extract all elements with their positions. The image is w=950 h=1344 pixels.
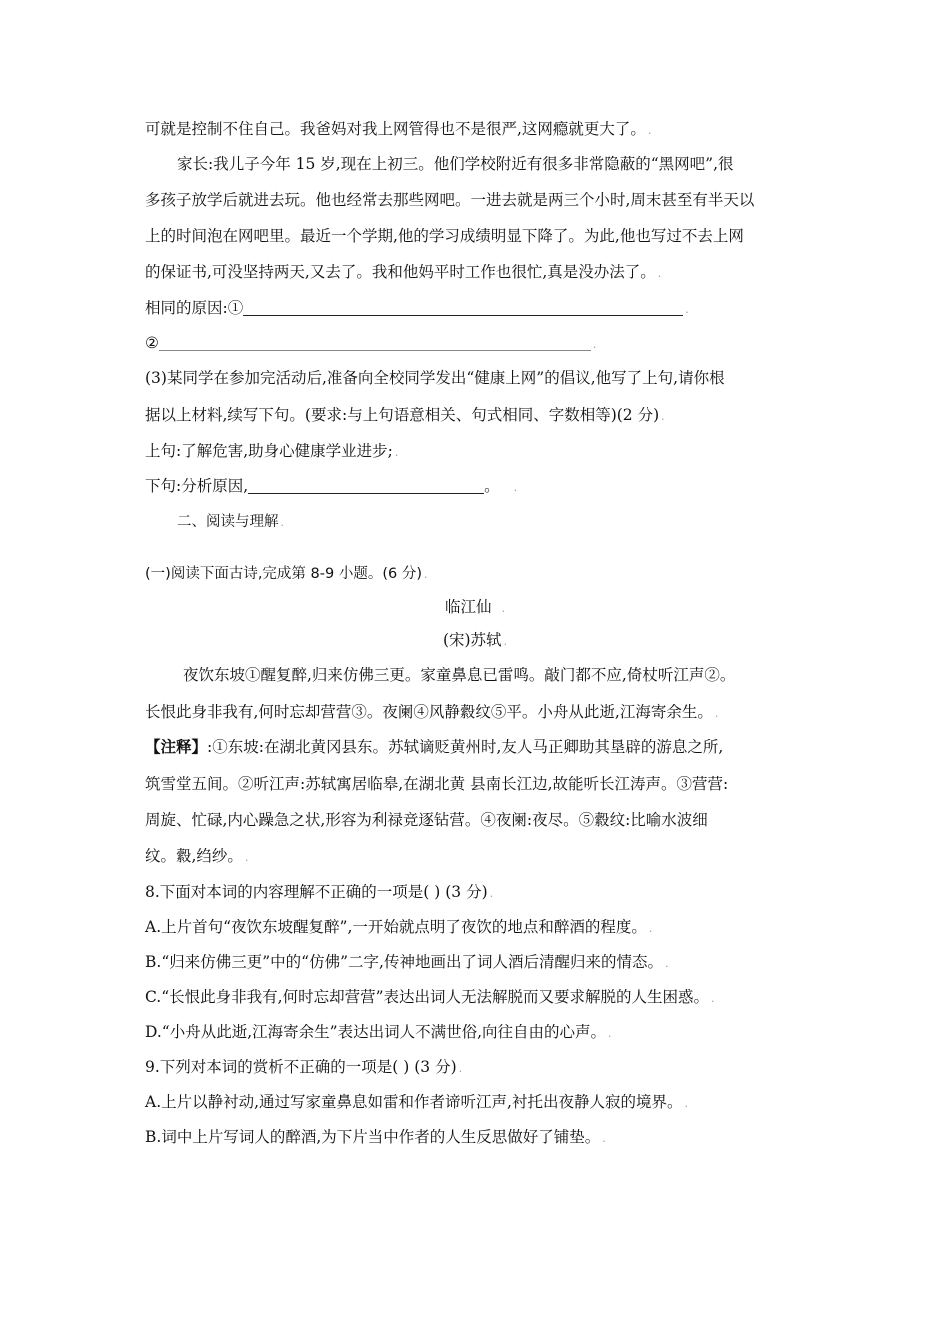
answer-blank-1[interactable] [243, 301, 683, 316]
annotation-line-1: 【注释】:①东坡:在湖北黄冈县东。苏轼谪贬黄州时,友人马正卿助其垦辟的游息之所, [145, 737, 724, 756]
part-1-instructions: (一)阅读下面古诗,完成第 8-9 小题。(6 分) . [145, 566, 428, 582]
parent-statement-line-2: 多孩子放学后就进去玩。他也经常去那些网吧。一进去就是两三个小时,周末甚至有半天以 [145, 191, 755, 209]
lower-sentence: 下句:分析原因, 。 . [145, 477, 518, 495]
parent-statement-line-4: 的保证书,可没坚持两天,又去了。我和他妈平时工作也很忙,真是没办法了。 . [145, 263, 662, 281]
annotation-line-3: 周旋、忙碌,内心躁急之状,形容为利禄竞逐钻营。④夜阑:夜尽。⑤縠纹:比喻水波细 [145, 811, 708, 829]
question-8-option-a[interactable]: A.上片首句“夜饮东坡醒复醉”,一开始就点明了夜饮的地点和醉酒的程度。 . [145, 918, 653, 936]
question-8: 8.下面对本词的内容理解不正确的一项是( ) (3 分) . [145, 883, 494, 901]
answer-blank-3[interactable] [248, 479, 484, 494]
parent-statement-line-3: 上的时间泡在网吧里。最近一个学期,他的学习成绩明显下降了。为此,他也写过不去上网 [145, 227, 744, 245]
annotation-line-4: 纹。縠,绉纱。 . [145, 847, 249, 865]
question-8-option-c[interactable]: C.“长恨此身非我有,何时忘却营营”表达出词人无法解脱而又要求解脱的人生困惑。 . [145, 988, 715, 1006]
question-9: 9.下列对本词的赏析不正确的一项是( ) (3 分) . [145, 1058, 463, 1076]
question-9-option-b[interactable]: B.词中上片写词人的醉酒,为下片当中作者的人生反思做好了铺垫。 . [145, 1128, 606, 1146]
annotation-line-2: 筑雪堂五间。②听江声:苏轼寓居临皋,在湖北黄 县南长江边,故能听长江涛声。③营营: [145, 775, 729, 793]
question-9-option-a[interactable]: A.上片以静衬动,通过写家童鼻息如雷和作者谛听江声,衬托出夜静人寂的境界。 . [145, 1093, 688, 1111]
poem-line-1: 夜饮东坡①醒复醉,归来仿佛三更。家童鼻息已雷鸣。敲门都不应,倚杖听江声②。 [183, 666, 736, 684]
annotation-label: 【注释】 [145, 737, 208, 756]
poem-author: (宋)苏轼 . [442, 631, 508, 649]
reason-line-1: 相同的原因:① . [145, 299, 689, 317]
section-2-heading: 二、阅读与理解 . [177, 514, 284, 530]
question-3-line-2: 据以上材料,续写下句。(要求:与上句语意相关、句式相同、字数相等)(2 分) . [145, 406, 665, 424]
parent-statement-line-1: 家长:我儿子今年 15 岁,现在上初三。他们学校附近有很多非常隐蔽的“黑网吧”,很 [177, 155, 734, 173]
passage-line-1: 可就是控制不住自己。我爸妈对我上网管得也不是很严,这网瘾就更大了。 . [145, 120, 652, 138]
upper-sentence: 上句:了解危害,助身心健康学业进步; . [145, 442, 399, 460]
reason-line-2: ② . [145, 334, 597, 352]
poem-line-2: 长恨此身非我有,何时忘却营营③。夜阑④风静縠纹⑤平。小舟从此逝,江海寄余生。 . [145, 703, 719, 721]
poem-title: 临江仙 . [444, 598, 505, 616]
question-3-line-1: (3)某同学在参加完活动后,准备向全校同学发出“健康上网”的倡议,他写了上句,请你根 [145, 369, 725, 387]
question-8-option-b[interactable]: B.“归来仿佛三更”中的“仿佛”二字,传神地画出了词人酒后清醒归来的情态。 . [145, 953, 669, 971]
answer-blank-2[interactable] [159, 336, 591, 351]
question-8-option-d[interactable]: D.“小舟从此逝,江海寄余生”表达出词人不满世俗,向往自由的心声。 . [145, 1023, 612, 1041]
